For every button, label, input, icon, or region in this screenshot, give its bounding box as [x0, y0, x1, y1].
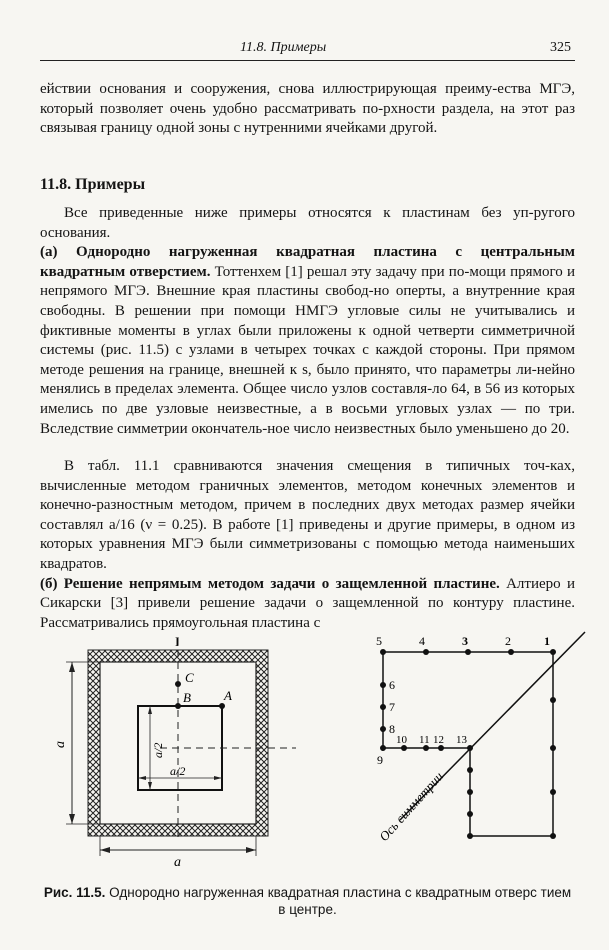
example-b-label: (б) Решение непрямым методом задачи о защемленной пластине.: [40, 575, 500, 592]
node-mesh-diagram: [376, 632, 585, 844]
paragraph-comparison: [40, 457, 575, 633]
node-13: [467, 745, 473, 751]
node-label-9: 9: [377, 753, 383, 767]
inner-vertical-label: a/2: [151, 742, 165, 758]
right-edge-node: [550, 745, 556, 751]
node-3: [465, 649, 471, 655]
point-b-label: B: [183, 690, 191, 705]
inner-horizontal-label: a/2: [170, 764, 186, 778]
corner-node: [550, 833, 556, 839]
node-label-13: 13: [456, 734, 467, 746]
outer-vertical-label: a: [53, 741, 68, 748]
figure-caption: [40, 884, 575, 918]
node-2: [508, 649, 514, 655]
node-label-4: 4: [419, 634, 425, 648]
paragraph-intro: Все приведенные ниже примеры относятся к пластинам без уп-ругого основания.: [40, 205, 575, 241]
paragraph-continuation: ействии основания и сооружения, снова иллюстрирующая преиму-ества МГЭ, который позволяет очень удобно рассматривать по-рхности раздела, на этот раз связывая границу одной зоны с нутренними ячейками другой.: [40, 81, 575, 137]
example-a-text: Тоттенхем [1] решал эту задачу при по-мощи прямого и непрямого МГЭ. Внешние края пластины свобод-но оперты, а внутренние края свободны. В решении при помощи НМГЭ угловые силы не учитывались и фиктивные моменты в углах были приложены к одной четверти симметричной системы (рис. 11.5) с узлами в четырех точках с каждой стороны. При прямом методе решения на границе, внешней к s, было принято, что параметры ли-нейно менялись в пределах элемента. Общее число узлов составля-ло 64, в 56 из которых имелись по две узловые неизвестные, а в восьми угловых узлах — по три. Вследствие симметрии окончатель-ное число неизвестных было уменьшено до 20.: [40, 263, 575, 437]
point-a-dot: [219, 703, 225, 709]
point-c-label: C: [185, 670, 194, 685]
caption-label: Рис. 11.5.: [43, 885, 106, 900]
node-label-1: 1: [544, 634, 550, 648]
caption-text: Однородно нагруженная квадратная пластина с квадратным отверс тием в центре.: [105, 885, 572, 917]
node-label-10: 10: [396, 734, 407, 746]
symmetry-axis-label: Ось симметрии: [376, 768, 446, 845]
header-title: 11.8. Примеры: [240, 40, 327, 55]
comparison-text: В табл. 11.1 сравниваются значения смещения в типичных точ-ках, вычисленные методом граничных элементов, методом конечных элементов и конечно-разностным методом, причем в последних двух методах размер ячейки составлял a/16 (ν = 0.25). В работе [1] приведены и другие примеры, в одном из которых уравнения МГЭ были симметризованы с помощью метода наименьших квадратов.: [40, 458, 575, 572]
point-b-dot: [175, 703, 181, 709]
node-label-2: 2: [505, 634, 511, 648]
paragraph-examples: [40, 204, 575, 439]
node-5: [380, 649, 386, 655]
node-label-6: 6: [389, 678, 395, 692]
node-7: [380, 704, 386, 710]
example-b-text: Алтиеро и Сикарски [3] привели решение задачи о защемленной по контуру пластине. Рассматривались прямоугольная пластина с: [40, 575, 575, 631]
axis-mark: I: [175, 634, 180, 649]
node-label-3: 3: [462, 634, 468, 648]
outer-horizontal-label: a: [174, 855, 181, 870]
node-4: [423, 649, 429, 655]
node-label-12: 12: [433, 734, 444, 746]
node-label-11: 11: [419, 734, 430, 746]
inner-edge-node: [467, 767, 473, 773]
example-a-label: (а) Однородно нагруженная квадратная пластина с центральным квадратным отверстием.: [40, 244, 575, 280]
right-edge-node: [550, 789, 556, 795]
section-heading: 11.8. Примеры: [40, 176, 146, 193]
figure-11-5: [0, 630, 609, 880]
node-6: [380, 682, 386, 688]
corner-node: [467, 833, 473, 839]
page-number: 325: [550, 40, 571, 55]
point-a-label: A: [224, 688, 232, 703]
inner-edge-node: [467, 811, 473, 817]
node-label-7: 7: [389, 700, 395, 714]
running-header: [40, 38, 575, 61]
node-8: [380, 726, 386, 732]
node-label-8: 8: [389, 722, 395, 736]
node-1: [550, 649, 556, 655]
node-label-5: 5: [376, 634, 382, 648]
plate-diagram: [53, 634, 296, 870]
right-edge-node: [550, 697, 556, 703]
node-9: [380, 745, 386, 751]
point-c-dot: [175, 681, 181, 687]
inner-edge-node: [467, 789, 473, 795]
